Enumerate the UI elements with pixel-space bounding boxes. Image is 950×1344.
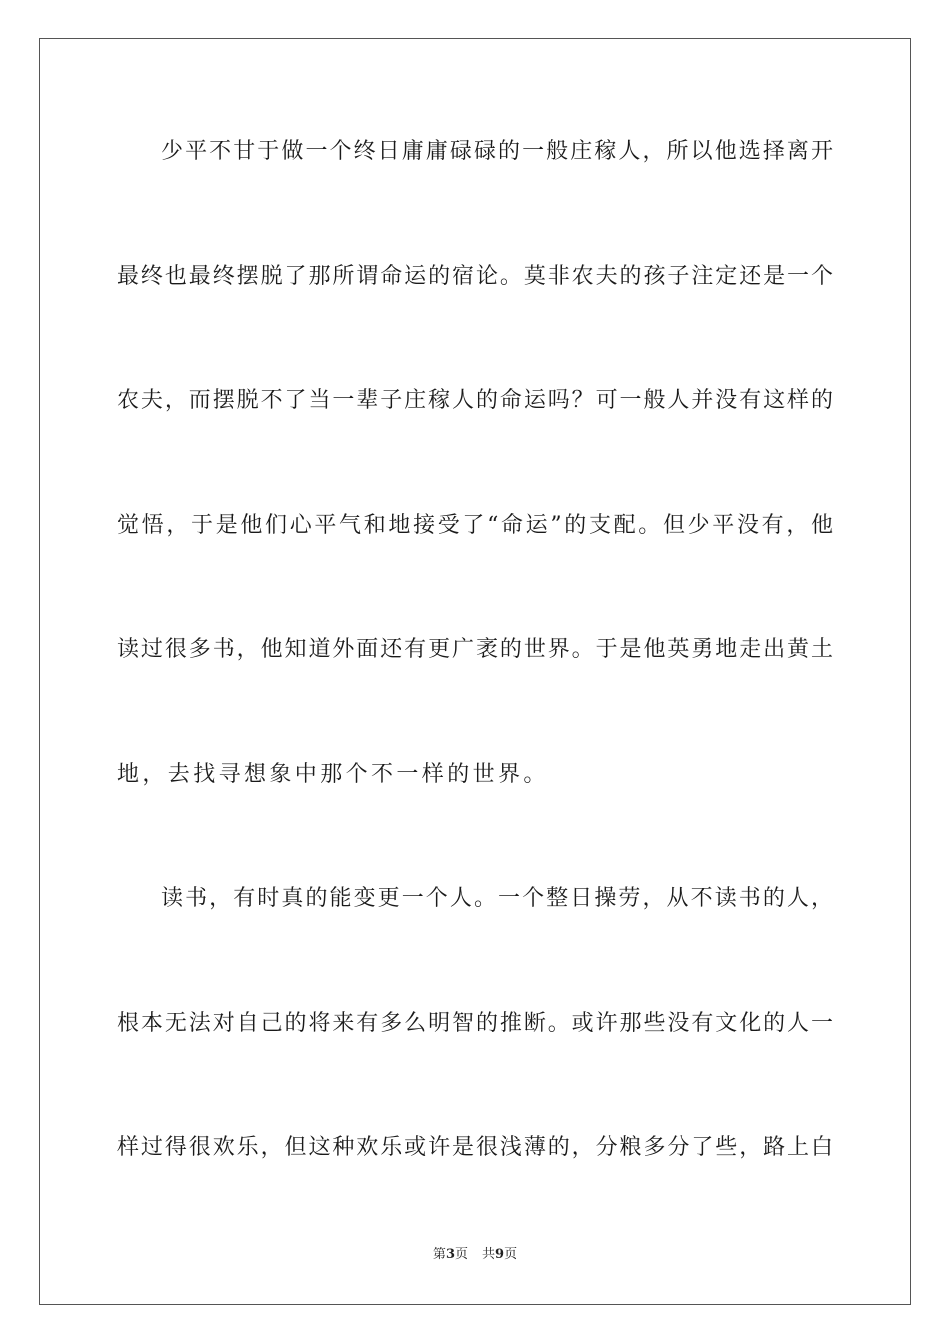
text-line: 样过得很欢乐，但这种欢乐或许是很浅薄的，分粮多分了些，路上白 xyxy=(117,1135,833,1160)
page-border xyxy=(39,38,911,1305)
text-line: 觉悟，于是他们心平气和地接受了“命运”的支配。但少平没有，他 xyxy=(117,513,833,538)
text-line: 读书，有时真的能变更一个人。一个整日操劳，从不读书的人， xyxy=(161,886,833,911)
text-line: 读过很多书，他知道外面还有更广袤的世界。于是他英勇地走出黄土 xyxy=(117,637,833,662)
text-line: 最终也最终摆脱了那所谓命运的宿论。莫非农夫的孩子注定还是一个 xyxy=(117,264,833,289)
page-number: 第3页 xyxy=(432,1247,468,1262)
text-line: 根本无法对自己的将来有多么明智的推断。或许那些没有文化的人一 xyxy=(117,1011,833,1036)
total-pages: 共9页 xyxy=(482,1247,518,1262)
text-line: 地，去找寻想象中那个不一样的世界。 xyxy=(117,762,549,787)
text-line: 少平不甘于做一个终日庸庸碌碌的一般庄稼人，所以他选择离开 xyxy=(161,139,833,164)
page-footer xyxy=(0,1246,950,1264)
text-line: 农夫，而摆脱不了当一辈子庄稼人的命运吗？可一般人并没有这样的 xyxy=(117,388,833,413)
